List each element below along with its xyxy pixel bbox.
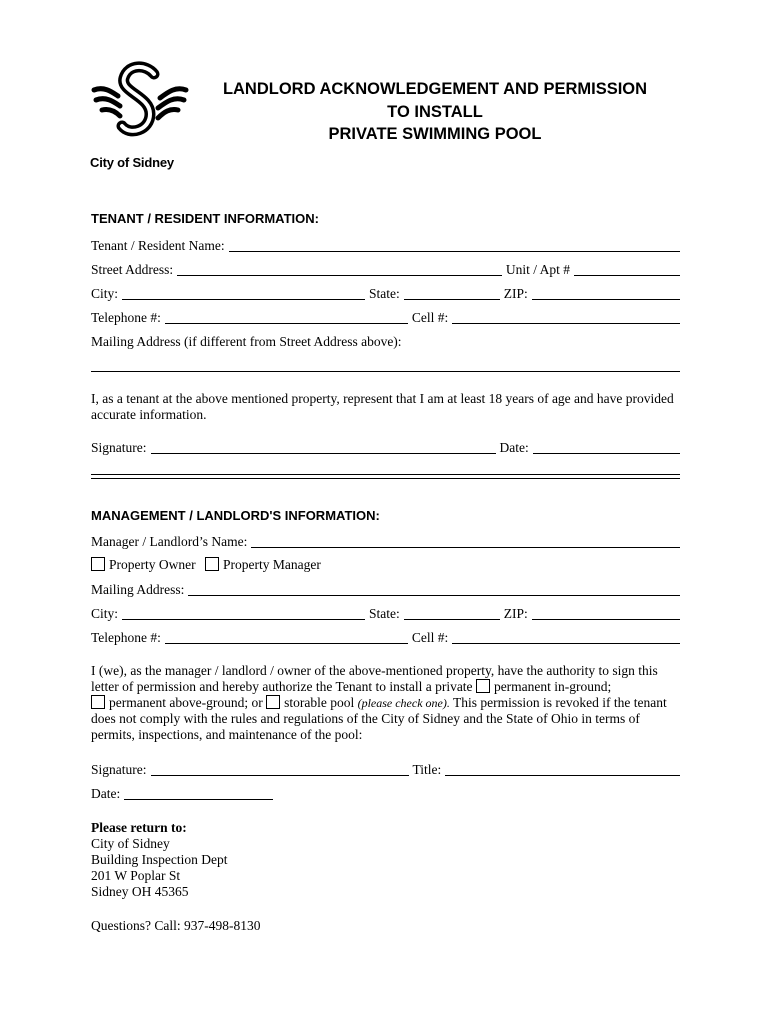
section-divider: [91, 474, 680, 479]
tenant-state-label: State:: [369, 286, 400, 301]
landlord-name-row: [91, 532, 680, 550]
landlord-mailing-field[interactable]: [188, 582, 680, 596]
tenant-street-label: Street Address:: [91, 262, 174, 277]
tenant-statement: I, as a tenant at the above mentioned property, represent that I am at least 18 years of age and have provided accurate information.: [91, 391, 674, 422]
tenant-city-label: City:: [91, 286, 119, 301]
landlord-telephone-label: Telephone #:: [91, 630, 161, 645]
tenant-city-row: [91, 284, 680, 302]
property-manager-label: Property Manager: [222, 557, 321, 572]
landlord-title-label: Title:: [412, 762, 442, 777]
landlord-state-field[interactable]: [404, 606, 500, 620]
landlord-city-label: City:: [91, 606, 119, 621]
landlord-role-options: [91, 557, 327, 573]
tenant-section-heading: TENANT / RESIDENT INFORMATION:: [91, 211, 319, 226]
questions-contact: Questions? Call: 937-498-8130: [91, 918, 261, 933]
title-line-2: TO INSTALL: [387, 102, 483, 121]
landlord-city-row: [91, 604, 680, 622]
return-line-4: Sidney OH 45365: [91, 884, 189, 899]
title-line-3: PRIVATE SWIMMING POOL: [328, 125, 542, 143]
tenant-mailing-field[interactable]: [91, 371, 680, 372]
landlord-signature-label: Signature:: [91, 762, 147, 777]
tenant-zip-field[interactable]: [532, 286, 680, 300]
tenant-cell-field[interactable]: [452, 310, 680, 324]
landlord-zip-label: ZIP:: [503, 606, 528, 621]
tenant-phone-row: [91, 308, 680, 326]
form-title: [200, 78, 670, 146]
tenant-cell-label: Cell #:: [411, 310, 449, 325]
landlord-title-field[interactable]: [445, 762, 680, 776]
tenant-date-label: Date:: [499, 440, 529, 455]
landlord-state-label: State:: [369, 606, 400, 621]
tenant-signature-label: Signature:: [91, 440, 147, 455]
landlord-cell-label: Cell #:: [411, 630, 449, 645]
landlord-statement: [91, 663, 683, 743]
landlord-zip-field[interactable]: [532, 606, 680, 620]
tenant-mailing-label: Mailing Address (if different from Street Address above):: [91, 334, 402, 349]
tenant-telephone-field[interactable]: [165, 310, 408, 324]
tenant-mailing-row: [91, 332, 680, 350]
tenant-date-field[interactable]: [533, 440, 680, 454]
city-of-sidney-logo: [88, 56, 192, 160]
property-manager-checkbox[interactable]: [205, 557, 219, 571]
property-owner-label: Property Owner: [109, 557, 196, 572]
return-line-1: City of Sidney: [91, 836, 170, 851]
tenant-name-label: Tenant / Resident Name:: [91, 238, 225, 253]
tenant-signature-row: [91, 438, 680, 456]
pool-storable-checkbox[interactable]: [266, 695, 280, 709]
landlord-signature-field[interactable]: [151, 762, 409, 776]
landlord-statement-part-1: I (we), as the manager / landlord / owner of the above-mentioned property, have the authority to sign this letter of permission and hereby authorize the Tenant to install a private: [91, 663, 658, 694]
landlord-name-field[interactable]: [251, 534, 680, 548]
landlord-date-row: [91, 784, 273, 802]
return-address-block: [91, 820, 227, 900]
tenant-name-row: [91, 236, 680, 254]
landlord-name-label: Manager / Landlord’s Name:: [91, 534, 248, 549]
tenant-state-field[interactable]: [404, 286, 500, 300]
tenant-street-row: [91, 260, 680, 278]
property-owner-checkbox[interactable]: [91, 557, 105, 571]
tenant-street-field[interactable]: [177, 262, 502, 276]
tenant-unit-label: Unit / Apt #: [505, 262, 570, 277]
pool-aboveground-label: permanent above-ground; or: [109, 695, 263, 710]
return-heading: Please return to:: [91, 820, 187, 835]
tenant-name-field[interactable]: [229, 238, 680, 252]
check-one-note: (please check one).: [357, 696, 450, 710]
landlord-statement-part-2: This permission is revoked if the tenant does not comply with the rules and regulations of the City of Sidney and the State of Ohio in terms of permits, inspections, and maintenance of the pool:: [91, 695, 667, 742]
return-line-2: Building Inspection Dept: [91, 852, 228, 867]
landlord-mailing-label: Mailing Address:: [91, 582, 185, 597]
tenant-city-field[interactable]: [122, 286, 365, 300]
tenant-unit-field[interactable]: [574, 262, 680, 276]
landlord-phone-row: [91, 628, 680, 646]
tenant-telephone-label: Telephone #:: [91, 310, 161, 325]
pool-inground-label: permanent in-ground;: [493, 679, 612, 694]
landlord-date-field[interactable]: [124, 786, 273, 800]
landlord-city-field[interactable]: [122, 606, 365, 620]
pool-inground-checkbox[interactable]: [476, 679, 490, 693]
landlord-date-label: Date:: [91, 786, 121, 801]
city-name: City of Sidney: [90, 155, 174, 170]
tenant-zip-label: ZIP:: [503, 286, 528, 301]
landlord-telephone-field[interactable]: [165, 630, 408, 644]
landlord-signature-row: [91, 760, 680, 778]
title-line-1: LANDLORD ACKNOWLEDGEMENT AND PERMISSION: [222, 80, 648, 98]
tenant-signature-field[interactable]: [151, 440, 496, 454]
pool-aboveground-checkbox[interactable]: [91, 695, 105, 709]
return-line-3: 201 W Poplar St: [91, 868, 181, 883]
landlord-cell-field[interactable]: [452, 630, 680, 644]
landlord-section-heading: MANAGEMENT / LANDLORD'S INFORMATION:: [91, 508, 380, 523]
pool-storable-label: storable pool: [284, 695, 355, 710]
landlord-mailing-row: [91, 580, 680, 598]
